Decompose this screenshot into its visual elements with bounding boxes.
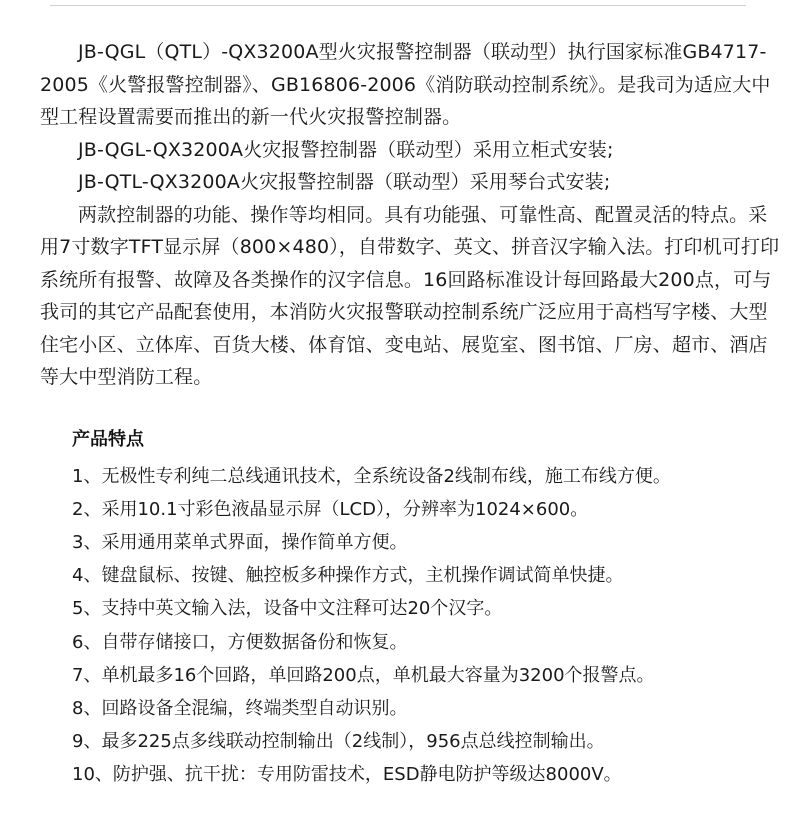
list-item: 6、自带存储接口，方便数据备份和恢复。 [72, 631, 408, 653]
list-item: 1、无极性专利纯二总线通讯技术，全系统设备2线制布线，施工布线方便。 [72, 465, 671, 487]
intro-paragraph-console: JB-QTL-QX3200A火灾报警控制器（联动型）采用琴台式安装; [78, 171, 611, 193]
list-item: 8、回路设备全混编，终端类型自动识别。 [72, 697, 408, 719]
intro-paragraph-standards: JB-QGL（QTL）-QX3200A型火灾报警控制器（联动型）执行国家标准GB4717-2005《火警报警控制器》、GB16806-2006《消防联动控制系统》。是我司为适应大中型工程设置需要而推出的新一代火灾报警控制器。 [40, 41, 771, 128]
list-item: 10、防护强、抗干扰：专用防雷技术，ESD静电防护等级达8000V。 [72, 764, 622, 786]
document-body [40, 36, 780, 792]
list-item: 9、最多225点多线联动控制输出（2线制），956点总线控制输出。 [72, 731, 605, 753]
intro-paragraph-cabinet: JB-QGL-QX3200A火灾报警控制器（联动型）采用立柜式安装; [78, 138, 614, 161]
list-item: 5、支持中英文输入法，设备中文注释可达20个汉字。 [72, 598, 503, 620]
intro-paragraph-features: 两款控制器的功能、操作等均相同。具有功能强、可靠性高、配置灵活的特点。采用7寸数字TFT显示屏（800×480），自带数字、英文、拼音汉字输入法。打印机可打印系统所有报警、故障及各类操作的汉字信息。16回路标准设计每回路最大200点，可与我司的其它产品配套使用，本消防火灾报警联动控制系统广泛应用于高档写字楼、大型住宅小区、立体库、百货大楼、体育馆、变电站、展览室、图书馆、厂房、超市、酒店等大中型消防工程。 [40, 203, 780, 388]
intro-section [40, 36, 780, 394]
feature-list [72, 460, 780, 792]
top-divider [50, 5, 746, 6]
list-item: 2、采用10.1寸彩色液晶显示屏（LCD），分辨率为1024×600。 [72, 498, 589, 520]
list-item: 3、采用通用菜单式界面，操作简单方便。 [72, 531, 408, 553]
features-section [40, 425, 780, 792]
list-item: 4、键盘鼠标、按键、触控板多种操作方式，主机操作调试简单快捷。 [72, 565, 624, 587]
features-heading: 产品特点 [72, 428, 144, 450]
list-item: 7、单机最多16个回路，单回路200点，单机最大容量为3200个报警点。 [72, 664, 655, 686]
